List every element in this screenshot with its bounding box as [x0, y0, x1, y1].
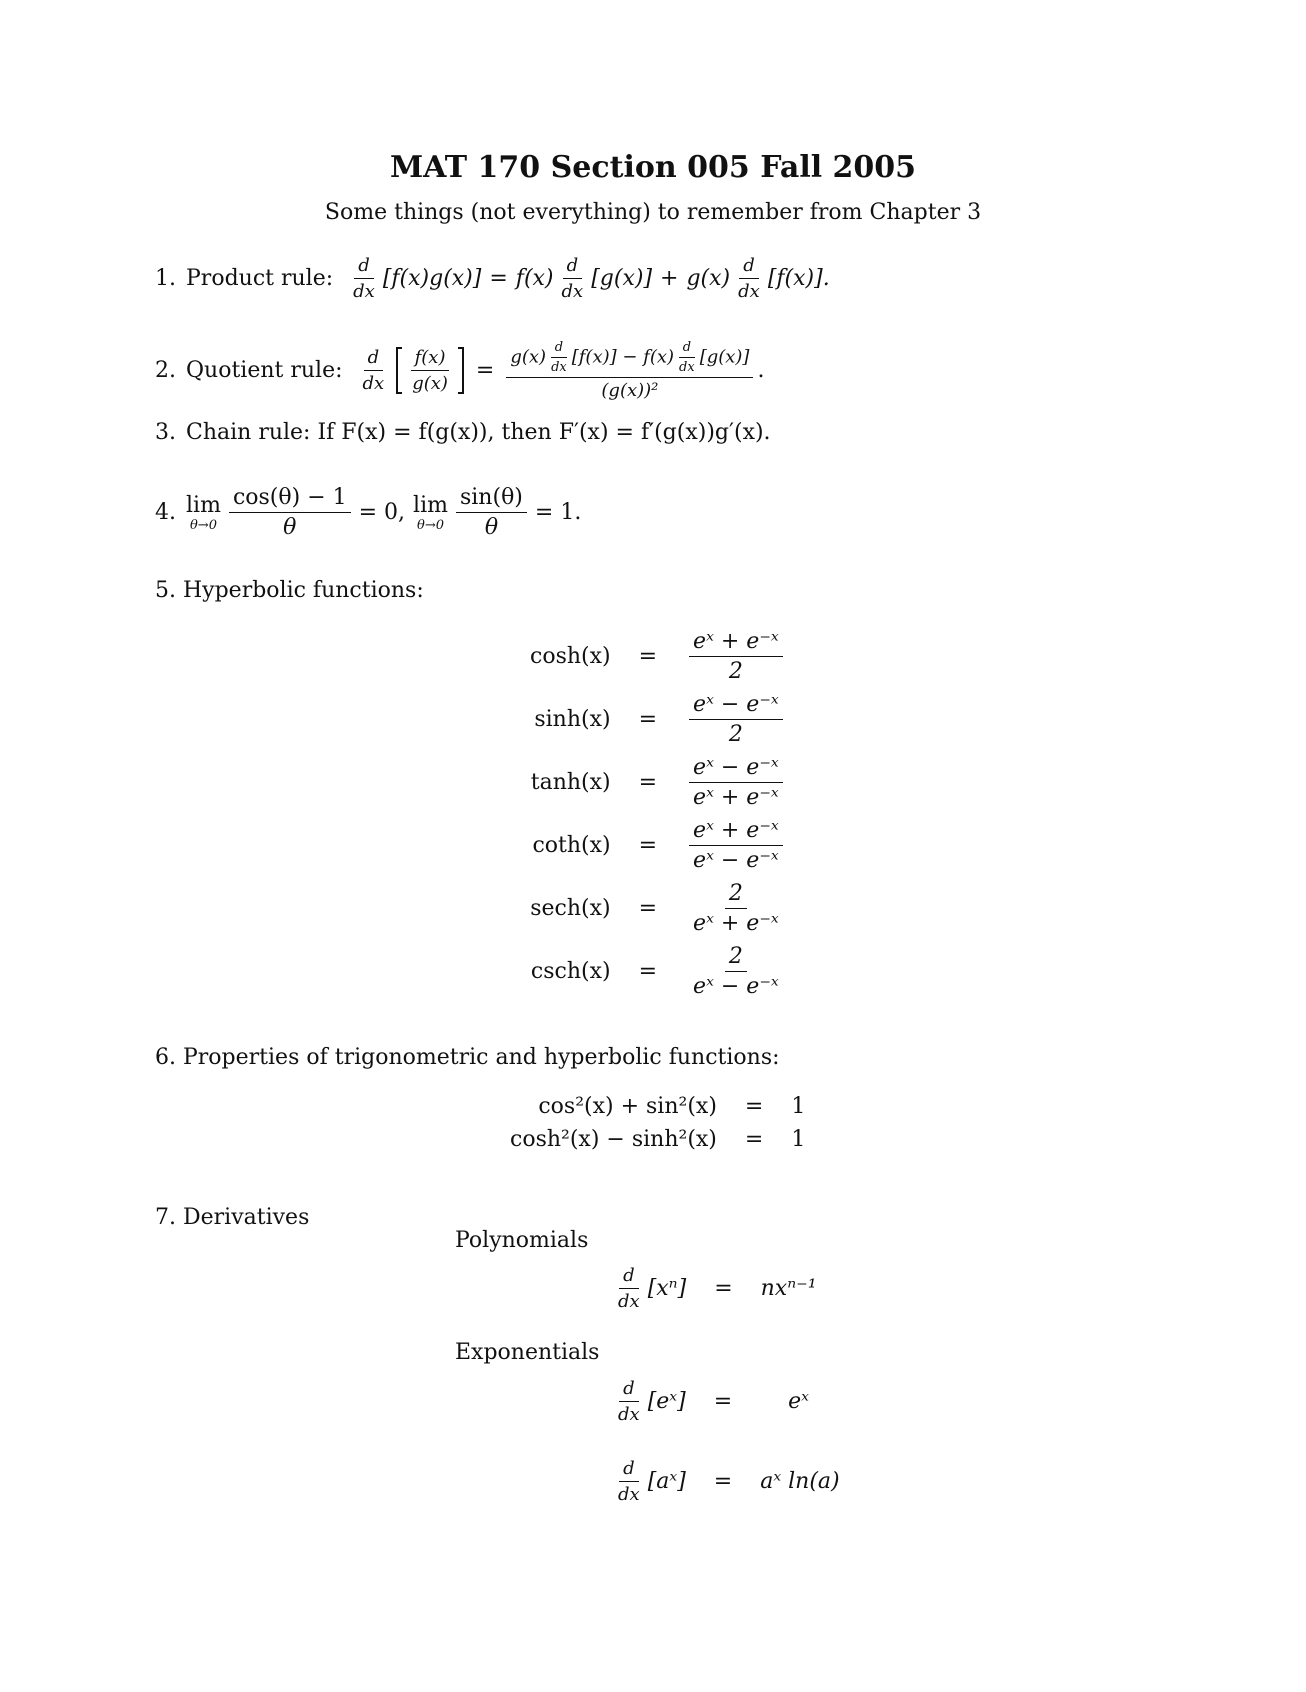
hyperbolic-lhs: tanh(x)	[530, 770, 611, 795]
equals-sign: =	[744, 1094, 764, 1119]
derivative-operator: $\frac{d}{dx}$	[353, 255, 375, 302]
quotient-result: g(x) $\frac{d}{dx}$ [f(x)] − f(x) $\frac{d}{dx}$ [g(x)] (g(x))²	[506, 340, 753, 401]
identity-row	[500, 1123, 815, 1156]
identity-rhs: 1	[791, 1127, 806, 1152]
hyperbolic-lhs: sech(x)	[530, 896, 611, 921]
hyperbolic-rhs: $\frac{\text{eˣ − e⁻ˣ}}{\text{eˣ + e⁻ˣ}}$	[675, 751, 797, 814]
hyperbolic-lhs: sinh(x)	[534, 707, 611, 732]
exp-derivative-e: $\frac{d}{dx}$ [eˣ] = eˣ	[618, 1378, 809, 1425]
hyperbolic-rhs: $\frac{2}{\text{eˣ − e⁻ˣ}}$	[693, 944, 779, 999]
equals-sign: =	[638, 770, 658, 795]
item-label: Quotient rule:	[186, 358, 343, 383]
product-bracket-1: [g(x)]	[591, 266, 653, 291]
hyperbolic-row	[520, 751, 797, 814]
hyperbolic-row	[520, 940, 797, 1003]
product-term-2: g(x)	[686, 266, 731, 291]
item-number: 2.	[155, 358, 176, 383]
item-number: 4.	[155, 500, 176, 525]
period: .	[757, 358, 765, 383]
equals-sign: =	[744, 1127, 764, 1152]
limit-fraction-sin: $\frac{\sin(\theta)}{\theta}$	[456, 485, 527, 540]
hyperbolic-rhs: $\frac{\text{eˣ − e⁻ˣ}}{2}$	[675, 688, 797, 751]
item-number: 1.	[155, 266, 176, 291]
product-term-1: f(x)	[515, 266, 554, 291]
hyperbolic-rhs: $\frac{\text{eˣ + e⁻ˣ}}{\text{eˣ − e⁻ˣ}}$	[675, 814, 797, 877]
equals-sign: =	[638, 959, 658, 984]
identity-row	[500, 1090, 815, 1123]
limit-operator: lim θ→0	[413, 492, 448, 533]
quotient-rule	[155, 340, 764, 401]
derivative-operator: $\frac{d}{dx}$	[362, 347, 385, 394]
hyperbolic-table	[520, 625, 797, 1003]
derivative-operator: $\frac{d}{dx}$	[738, 255, 760, 302]
trig-limits	[155, 485, 581, 540]
chain-rule-text: Chain rule: If F(x) = f(g(x)), then F′(x) = f′(g(x))g′(x).	[186, 420, 771, 445]
chain-rule	[155, 420, 771, 445]
equals-sign: =	[638, 896, 658, 921]
derivative-operator: $\frac{d}{dx}$	[561, 255, 584, 302]
hyperbolic-rhs: $\frac{\text{eˣ + e⁻ˣ}}{2}$	[675, 625, 797, 688]
product-lhs: [f(x)g(x)]	[382, 266, 482, 291]
limit-fraction-cos: $\frac{\cos(\theta) - 1}{\theta}$	[229, 485, 351, 540]
identity-lhs: cosh²(x) − sinh²(x)	[510, 1127, 717, 1152]
hyperbolic-row	[520, 877, 797, 940]
limit-result-1: = 0,	[358, 500, 406, 525]
exponentials-label: Exponentials	[455, 1340, 600, 1365]
hyperbolic-row	[520, 688, 797, 751]
limit-result-2: = 1.	[534, 500, 582, 525]
derivatives-heading: 7. Derivatives	[155, 1205, 310, 1230]
document-title: MAT 170 Section 005 Fall 2005	[389, 150, 917, 185]
polynomial-derivative: $\frac{d}{dx}$ [xⁿ] = nxⁿ⁻¹	[618, 1265, 817, 1312]
equals-sign: =	[475, 358, 495, 383]
item-number: 3.	[155, 420, 176, 445]
product-bracket-2: [f(x)].	[767, 266, 830, 291]
plus-sign: +	[660, 266, 679, 291]
bracketed-fraction: $\frac{f(x)}{g(x)}$	[396, 347, 464, 394]
properties-table	[500, 1090, 815, 1156]
hyperbolic-rhs: $\frac{2}{\text{eˣ + e⁻ˣ}}$	[693, 881, 779, 936]
product-rule	[155, 255, 830, 302]
polynomials-label: Polynomials	[455, 1228, 589, 1253]
item-label: Product rule:	[186, 266, 334, 291]
equals-sign: =	[638, 833, 658, 858]
equals-sign: =	[638, 644, 658, 669]
equals-sign: =	[638, 707, 658, 732]
hyperbolic-lhs: csch(x)	[530, 959, 611, 984]
hyperbolic-row	[520, 625, 797, 688]
exp-derivative-a: $\frac{d}{dx}$ [aˣ] = aˣ ln(a)	[618, 1458, 840, 1505]
properties-heading: 6. Properties of trigonometric and hyperbolic functions:	[155, 1045, 780, 1070]
hyperbolic-lhs: cosh(x)	[530, 644, 611, 669]
document-subtitle: Some things (not everything) to remember from Chapter 3	[324, 200, 982, 225]
limit-operator: lim θ→0	[186, 492, 221, 533]
hyperbolic-heading: 5. Hyperbolic functions:	[155, 578, 424, 603]
hyperbolic-row	[520, 814, 797, 877]
identity-lhs: cos²(x) + sin²(x)	[538, 1094, 717, 1119]
hyperbolic-lhs: coth(x)	[532, 833, 611, 858]
identity-rhs: 1	[791, 1094, 806, 1119]
equals-sign: =	[489, 266, 508, 291]
